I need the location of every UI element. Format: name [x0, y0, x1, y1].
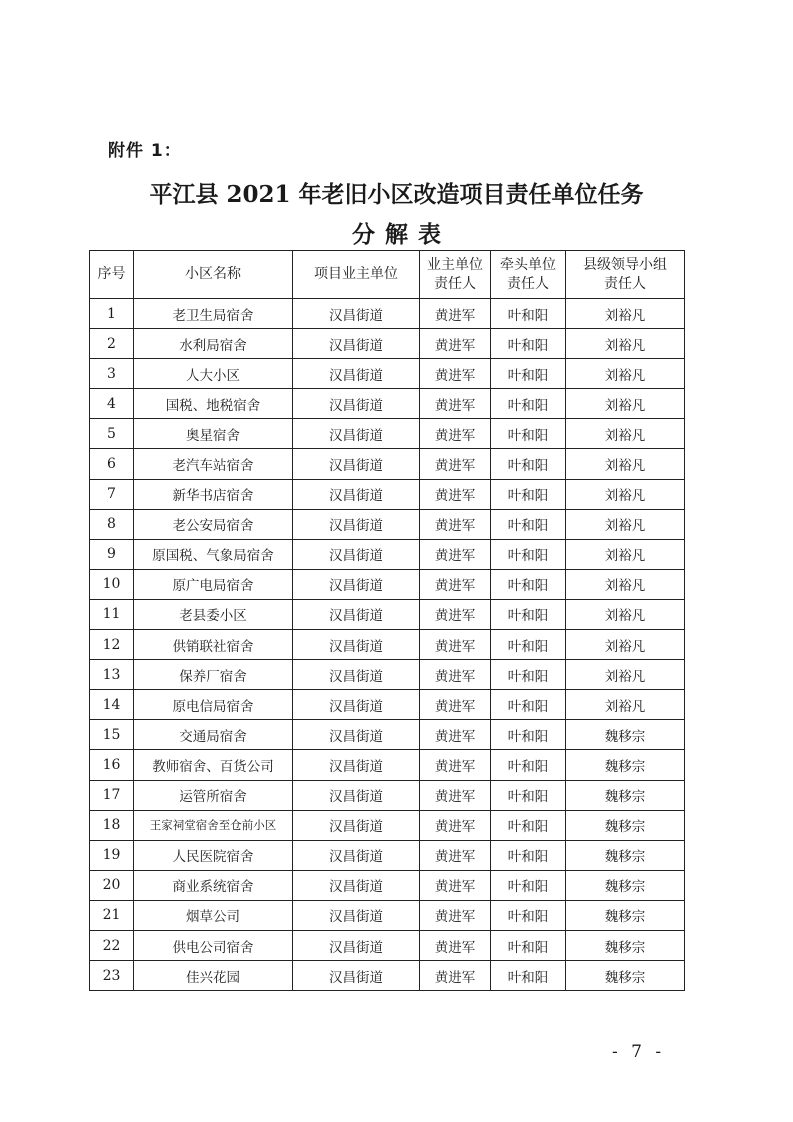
table-row [90, 389, 685, 419]
cell-community-name: 保养厂宿舍 [134, 660, 293, 690]
cell-project-owner: 汉昌街道 [293, 419, 420, 449]
cell-owner-responsible: 黄进军 [420, 389, 491, 419]
cell-community-name: 原广电局宿舍 [134, 569, 293, 599]
cell-owner-responsible: 黄进军 [420, 599, 491, 629]
cell-owner-responsible: 黄进军 [420, 750, 491, 780]
table-row [90, 870, 685, 900]
table-row [90, 961, 685, 991]
header-county-leader-responsible: 县级领导小组 责任人 [566, 251, 685, 299]
cell-lead-responsible: 叶和阳 [491, 930, 566, 960]
header-owner-responsible: 业主单位 责任人 [420, 251, 491, 299]
cell-lead-responsible: 叶和阳 [491, 329, 566, 359]
cell-owner-responsible: 黄进军 [420, 479, 491, 509]
cell-index: 23 [90, 961, 134, 991]
cell-index: 13 [90, 660, 134, 690]
table-header-row [90, 251, 685, 299]
table-row [90, 780, 685, 810]
document-title-line2: 分解表 [352, 221, 451, 248]
header-index: 序号 [90, 251, 134, 299]
cell-project-owner: 汉昌街道 [293, 961, 420, 991]
cell-owner-responsible: 黄进军 [420, 419, 491, 449]
table-row [90, 569, 685, 599]
cell-owner-responsible: 黄进军 [420, 870, 491, 900]
cell-index: 15 [90, 720, 134, 750]
cell-county-leader: 刘裕凡 [566, 449, 685, 479]
table-row [90, 690, 685, 720]
cell-project-owner: 汉昌街道 [293, 389, 420, 419]
cell-community-name: 烟草公司 [134, 900, 293, 930]
table-row [90, 900, 685, 930]
table-row [90, 509, 685, 539]
cell-community-name: 人大小区 [134, 359, 293, 389]
cell-owner-responsible: 黄进军 [420, 630, 491, 660]
cell-community-name: 老县委小区 [134, 599, 293, 629]
cell-county-leader: 刘裕凡 [566, 660, 685, 690]
cell-community-name: 运管所宿舍 [134, 780, 293, 810]
table-row [90, 840, 685, 870]
cell-owner-responsible: 黄进军 [420, 509, 491, 539]
cell-lead-responsible: 叶和阳 [491, 509, 566, 539]
cell-lead-responsible: 叶和阳 [491, 961, 566, 991]
cell-index: 12 [90, 630, 134, 660]
cell-lead-responsible: 叶和阳 [491, 599, 566, 629]
attachment-label: 附件 1： [108, 141, 182, 161]
cell-community-name: 新华书店宿舍 [134, 479, 293, 509]
cell-project-owner: 汉昌街道 [293, 329, 420, 359]
cell-community-name: 王家祠堂宿舍至仓前小区 [134, 810, 293, 840]
cell-index: 22 [90, 930, 134, 960]
table-row [90, 599, 685, 629]
cell-lead-responsible: 叶和阳 [491, 690, 566, 720]
task-table [89, 250, 685, 991]
cell-project-owner: 汉昌街道 [293, 660, 420, 690]
table-row [90, 660, 685, 690]
cell-county-leader: 魏移宗 [566, 720, 685, 750]
cell-owner-responsible: 黄进军 [420, 840, 491, 870]
cell-community-name: 老汽车站宿舍 [134, 449, 293, 479]
cell-project-owner: 汉昌街道 [293, 479, 420, 509]
table-row [90, 630, 685, 660]
cell-lead-responsible: 叶和阳 [491, 870, 566, 900]
cell-community-name: 老公安局宿舍 [134, 509, 293, 539]
cell-county-leader: 刘裕凡 [566, 539, 685, 569]
cell-project-owner: 汉昌街道 [293, 359, 420, 389]
cell-county-leader: 刘裕凡 [566, 690, 685, 720]
table-row [90, 329, 685, 359]
cell-project-owner: 汉昌街道 [293, 840, 420, 870]
cell-project-owner: 汉昌街道 [293, 630, 420, 660]
cell-index: 4 [90, 389, 134, 419]
cell-index: 9 [90, 539, 134, 569]
cell-lead-responsible: 叶和阳 [491, 780, 566, 810]
cell-owner-responsible: 黄进军 [420, 660, 491, 690]
cell-community-name: 奥星宿舍 [134, 419, 293, 449]
cell-owner-responsible: 黄进军 [420, 359, 491, 389]
cell-index: 5 [90, 419, 134, 449]
cell-index: 19 [90, 840, 134, 870]
cell-owner-responsible: 黄进军 [420, 780, 491, 810]
cell-lead-responsible: 叶和阳 [491, 900, 566, 930]
cell-county-leader: 魏移宗 [566, 930, 685, 960]
cell-index: 1 [90, 299, 134, 329]
cell-project-owner: 汉昌街道 [293, 930, 420, 960]
table-row [90, 479, 685, 509]
cell-lead-responsible: 叶和阳 [491, 720, 566, 750]
cell-county-leader: 刘裕凡 [566, 329, 685, 359]
cell-community-name: 佳兴花园 [134, 961, 293, 991]
cell-owner-responsible: 黄进军 [420, 329, 491, 359]
cell-lead-responsible: 叶和阳 [491, 630, 566, 660]
cell-project-owner: 汉昌街道 [293, 780, 420, 810]
cell-lead-responsible: 叶和阳 [491, 359, 566, 389]
cell-owner-responsible: 黄进军 [420, 900, 491, 930]
cell-community-name: 教师宿舍、百货公司 [134, 750, 293, 780]
cell-county-leader: 魏移宗 [566, 780, 685, 810]
cell-county-leader: 刘裕凡 [566, 419, 685, 449]
cell-county-leader: 刘裕凡 [566, 479, 685, 509]
cell-community-name: 原国税、气象局宿舍 [134, 539, 293, 569]
cell-index: 11 [90, 599, 134, 629]
table-row [90, 750, 685, 780]
cell-index: 16 [90, 750, 134, 780]
cell-county-leader: 刘裕凡 [566, 599, 685, 629]
cell-index: 10 [90, 569, 134, 599]
cell-index: 6 [90, 449, 134, 479]
table-row [90, 359, 685, 389]
cell-lead-responsible: 叶和阳 [491, 750, 566, 780]
cell-county-leader: 魏移宗 [566, 810, 685, 840]
cell-owner-responsible: 黄进军 [420, 961, 491, 991]
cell-project-owner: 汉昌街道 [293, 509, 420, 539]
cell-project-owner: 汉昌街道 [293, 299, 420, 329]
table-row [90, 930, 685, 960]
cell-project-owner: 汉昌街道 [293, 870, 420, 900]
cell-owner-responsible: 黄进军 [420, 690, 491, 720]
cell-lead-responsible: 叶和阳 [491, 569, 566, 599]
cell-lead-responsible: 叶和阳 [491, 539, 566, 569]
cell-index: 3 [90, 359, 134, 389]
cell-index: 18 [90, 810, 134, 840]
table-row [90, 539, 685, 569]
cell-owner-responsible: 黄进军 [420, 299, 491, 329]
cell-lead-responsible: 叶和阳 [491, 389, 566, 419]
cell-owner-responsible: 黄进军 [420, 930, 491, 960]
cell-community-name: 人民医院宿舍 [134, 840, 293, 870]
document-title: 平江县 2021 年老旧小区改造项目责任单位任务 [149, 181, 644, 208]
page-number: - 7 - [612, 1042, 666, 1062]
cell-county-leader: 刘裕凡 [566, 569, 685, 599]
header-lead-responsible: 牵头单位 责任人 [491, 251, 566, 299]
table-row [90, 419, 685, 449]
cell-project-owner: 汉昌街道 [293, 539, 420, 569]
cell-community-name: 原电信局宿舍 [134, 690, 293, 720]
cell-project-owner: 汉昌街道 [293, 750, 420, 780]
header-project-owner: 项目业主单位 [293, 251, 420, 299]
cell-index: 20 [90, 870, 134, 900]
cell-project-owner: 汉昌街道 [293, 599, 420, 629]
cell-lead-responsible: 叶和阳 [491, 449, 566, 479]
cell-county-leader: 刘裕凡 [566, 299, 685, 329]
cell-lead-responsible: 叶和阳 [491, 840, 566, 870]
cell-project-owner: 汉昌街道 [293, 810, 420, 840]
cell-owner-responsible: 黄进军 [420, 449, 491, 479]
cell-owner-responsible: 黄进军 [420, 720, 491, 750]
cell-project-owner: 汉昌街道 [293, 569, 420, 599]
cell-community-name: 商业系统宿舍 [134, 870, 293, 900]
cell-county-leader: 魏移宗 [566, 961, 685, 991]
cell-county-leader: 刘裕凡 [566, 509, 685, 539]
table-row [90, 449, 685, 479]
cell-index: 21 [90, 900, 134, 930]
cell-index: 8 [90, 509, 134, 539]
cell-county-leader: 刘裕凡 [566, 359, 685, 389]
cell-project-owner: 汉昌街道 [293, 449, 420, 479]
cell-index: 7 [90, 479, 134, 509]
cell-project-owner: 汉昌街道 [293, 690, 420, 720]
cell-lead-responsible: 叶和阳 [491, 419, 566, 449]
table-row [90, 299, 685, 329]
table-row [90, 810, 685, 840]
cell-community-name: 供电公司宿舍 [134, 930, 293, 960]
cell-community-name: 水利局宿舍 [134, 329, 293, 359]
cell-community-name: 国税、地税宿舍 [134, 389, 293, 419]
cell-index: 17 [90, 780, 134, 810]
cell-county-leader: 刘裕凡 [566, 630, 685, 660]
header-community-name: 小区名称 [134, 251, 293, 299]
cell-owner-responsible: 黄进军 [420, 539, 491, 569]
cell-county-leader: 魏移宗 [566, 870, 685, 900]
cell-lead-responsible: 叶和阳 [491, 479, 566, 509]
cell-project-owner: 汉昌街道 [293, 900, 420, 930]
cell-owner-responsible: 黄进军 [420, 810, 491, 840]
cell-community-name: 交通局宿舍 [134, 720, 293, 750]
cell-lead-responsible: 叶和阳 [491, 660, 566, 690]
cell-owner-responsible: 黄进军 [420, 569, 491, 599]
cell-lead-responsible: 叶和阳 [491, 810, 566, 840]
cell-community-name: 老卫生局宿舍 [134, 299, 293, 329]
cell-county-leader: 刘裕凡 [566, 389, 685, 419]
cell-county-leader: 魏移宗 [566, 840, 685, 870]
cell-community-name: 供销联社宿舍 [134, 630, 293, 660]
table-body [90, 299, 685, 991]
cell-county-leader: 魏移宗 [566, 750, 685, 780]
table-row [90, 720, 685, 750]
cell-lead-responsible: 叶和阳 [491, 299, 566, 329]
cell-county-leader: 魏移宗 [566, 900, 685, 930]
cell-index: 2 [90, 329, 134, 359]
cell-project-owner: 汉昌街道 [293, 720, 420, 750]
cell-index: 14 [90, 690, 134, 720]
